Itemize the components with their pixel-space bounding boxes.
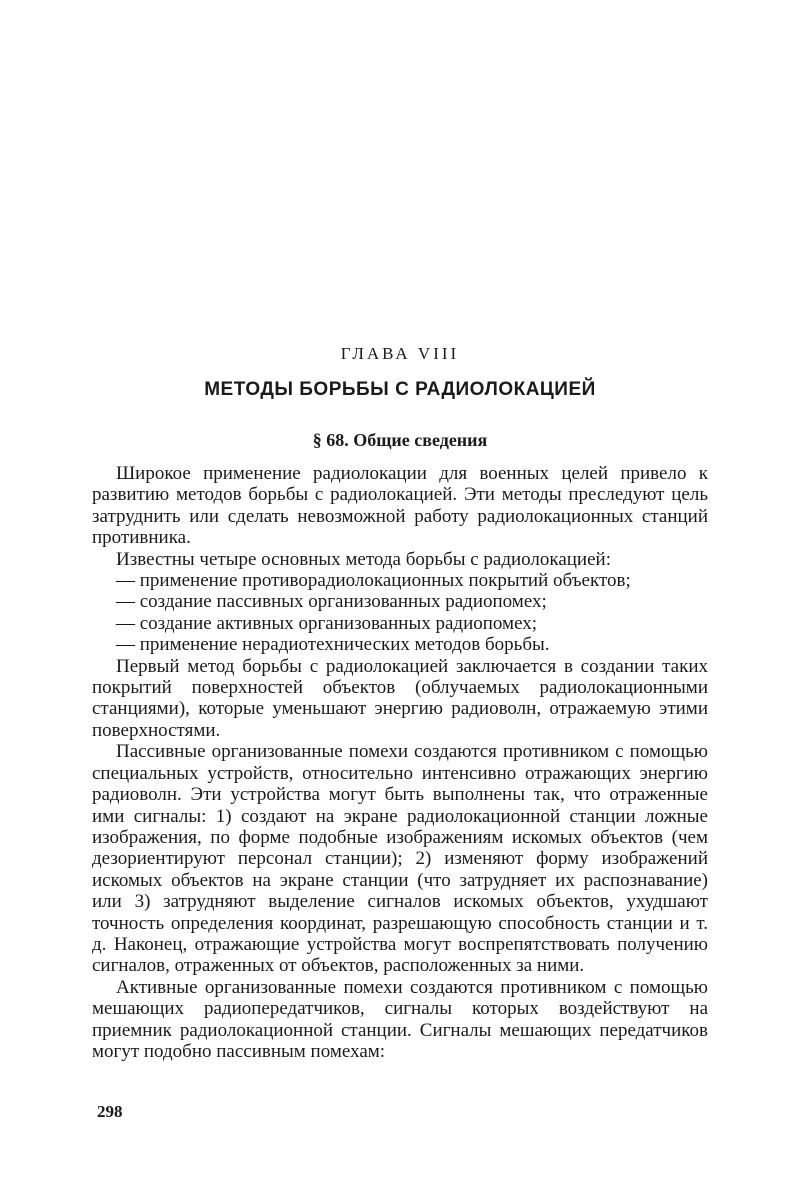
list-item-method-2: — создание пассивных организованных радиопомех; xyxy=(116,591,547,613)
list-item-method-4: — применение нерадиотехнических методов борьбы. xyxy=(116,634,550,656)
paragraph-active-jamming: Активные организованные помехи создаются противником с помощью мешающих радиопередатчиков, сигналы которых воздействуют на приемник радиолокационной станции. Сигналы мешающих передатчиков могут подобно пассивным помехам: xyxy=(92,976,708,1062)
paragraph-first-method: Первый метод борьбы с радиолокацией заключается в создании таких покрытий поверхностей объектов (облучаемых радиолокационными станциями), которые уменьшают энергию радиоволн, отражаемую этими поверхностями. xyxy=(92,655,708,741)
paragraph-intro: Широкое применение радиолокации для военных целей привело к развитию методов борьбы с радиолокацией. Эти методы преследуют цель затруднить или сделать невозможной работу радиолокационных станций противника. xyxy=(92,463,708,549)
page-number: 298 xyxy=(97,1102,123,1121)
list-item-method-1: — применение противорадиолокационных покрытий объектов; xyxy=(116,570,631,592)
list-item-method-3: — создание активных организованных радиопомех; xyxy=(116,612,538,634)
chapter-label: ГЛАВА VIII xyxy=(340,344,460,363)
paragraph-passive-jamming: Пассивные организованные помехи создаются противником с помощью специальных устройств, относительно интенсивно отражающих энергию радиоволн. Эти устройства могут быть выполнены так, что отраженные ими сигналы: 1) создают на экране радиолокационной станции ложные изображения, по форме подобные изображениям искомых объектов (чем дезориентируют персонал станции); 2) изменяют форму изображений искомых объектов на экране станции (что затрудняет их распознавание) или 3) затрудняют выделение сигналов искомых объектов, ухудшают точность определения координат, разрешающую способность станции и т. д. Наконец, отражающие устройства могут воспрепятствовать получению сигналов, отраженных от объектов, расположенных за ними. xyxy=(92,741,708,977)
body-text xyxy=(92,463,708,1062)
chapter-title: МЕТОДЫ БОРЬБЫ С РАДИОЛОКАЦИЕЙ xyxy=(204,379,596,400)
paragraph-methods-intro: Известны четыре основных метода борьбы с радиолокацией: xyxy=(116,548,611,570)
section-title: § 68. Общие сведения xyxy=(312,430,488,450)
